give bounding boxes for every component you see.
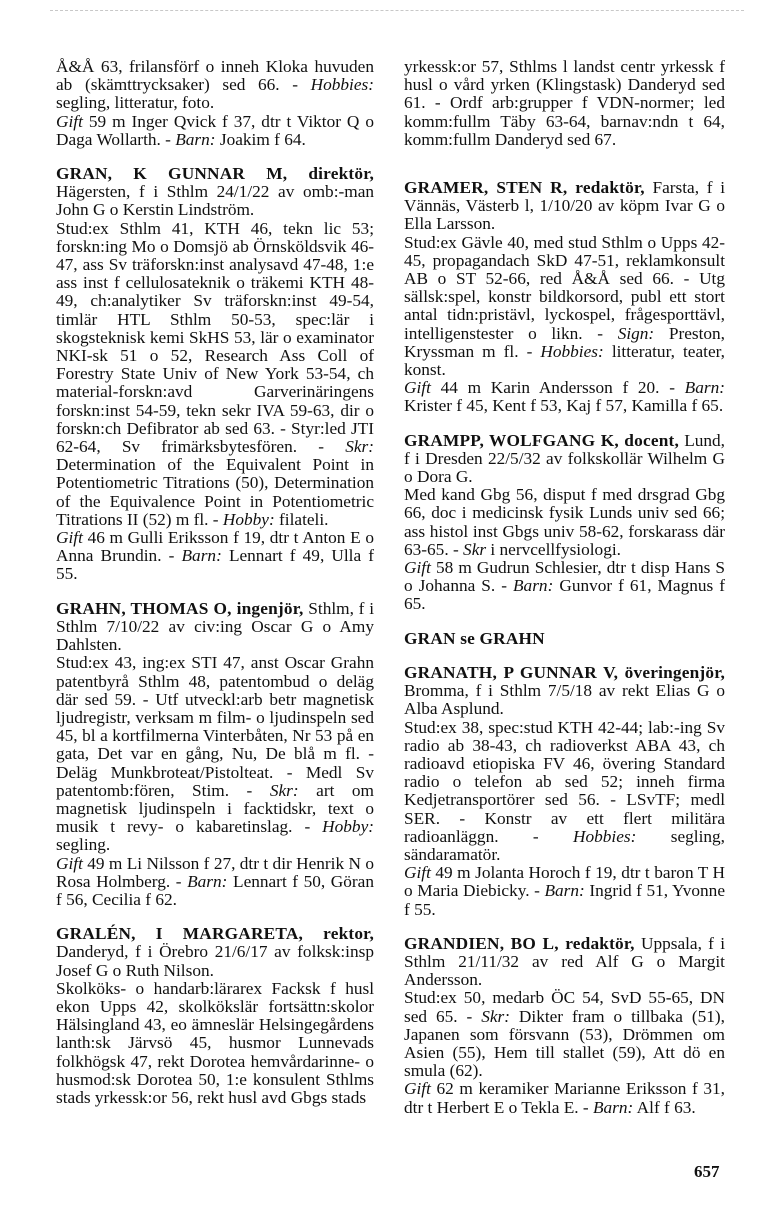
page-top-rule [50,10,744,11]
entry-text: segling. [56,835,111,855]
entry-intro: Lund, f i Dresden 22/5/32 av folkskollär Wilhelm G o Dora G. [404,430,725,487]
entry-text: yrkessk:or 57, Sthlms l landst centr yrkessk f husl o vård yrken (Klingstask) Danderyd sed 61. - Ordf arb:grupper f VDN-normer; led komm:fullm Täby 63-64, barnav:ndn t 64, komm:fullm Danderyd sed 67. [404,57,725,149]
entry-text: Stud:ex 38, spec:stud KTH 42-44; lab:-ing Sv radio ab 38-43, ch radioverkst ABA 43, ch radioavd etiopiska FV 46, övering Standard radio o telefon ab sed 52; inneh firma Kedjetransportörer sed 56. - LSvTF; medl SER. - Konstr av ett flert militära radioanläggn. - [404,717,725,846]
entry-intro: Hägersten, f i Sthlm 24/1/22 av omb:-man John G o Kerstin Lindström. [56,182,374,220]
entry-text: segling, sändaramatör. [404,826,725,864]
entry-intro: Bromma, f i Sthlm 7/5/18 av rekt Elias G o Alba Asplund. [404,681,725,719]
hobbies-label: Hobbies: [540,341,604,361]
entry-paragraph [56,529,374,584]
entry-text: Krister f 45, Kent f 53, Kaj f 57, Kamilla f 65. [404,396,724,416]
entry-text: Stud:ex Gävle 40, med stud Sthlm o Upps 42-45, propagandach SkD 47-51, reklamkonsult AB o ST 52-66, red Å&Å sed 66. - Utg sällsk:spel, konstr bildkorsord, publ ett stort antal tidn:pristävl, lyckospel, frågesporttävl, intelligenstester o likn. - [404,232,725,343]
gift-label: Gift [404,558,431,578]
entry-text: 46 m Gulli Eriksson f 19, dtr t Anton E o Anna Brundin. - [56,528,374,566]
entry-text: 44 m Karin Andersson f 20. - [430,378,685,398]
entry-heading: GRAN, K GUNNAR M, direktör, [56,164,374,184]
entry-paragraph [404,1080,725,1116]
entry-heading: GRAHN, THOMAS O, ingenjör, [56,598,304,618]
entry-text: Dikter fram o tillbaka (51), Japanen som försvann (53), Drömmen om Asien (55), Hem till stallet (59), Att dö en smula (62). [404,1006,725,1081]
entry-text: Lennart f 49, Ulla f 55. [56,546,374,584]
hobby-label: Hobby: [322,817,374,837]
hobbies-label: Hobbies: [573,826,637,846]
entry-paragraph [56,58,374,113]
entry-paragraph [404,379,725,415]
entry-intro: Uppsala, f i Sthlm 21/11/32 av red Alf G o Margit Andersson. [404,933,725,990]
gift-label: Gift [56,111,83,131]
entry-text: Preston, Kryssman m fl. - [404,323,725,361]
entry-gramer-sten [404,179,725,416]
entry-paragraph [56,980,374,1107]
entry-text: 62 m keramiker Marianne Eriksson f 31, dtr t Herbert E o Tekla E. - [404,1079,725,1117]
skr-label: Skr: [481,1006,510,1026]
entry-intro: Farsta, f i Vännäs, Västerb l, 1/10/20 av köpm Ivar G o Ella Larsson. [404,178,725,234]
entry-paragraph [56,165,374,220]
entry-continued-top-right [404,58,725,149]
sign-label: Sign: [617,323,655,343]
entry-paragraph [404,234,725,380]
entry-grahn-thomas [56,600,374,909]
hobby-label: Hobby: [222,509,275,529]
entry-text: Med kand Gbg 56, disput f med drsgrad Gbg 66, doc i medicinsk fysik Lunds univ sed 66; ass histol inst Gbgs univ 58-62, forskarass där 63-65. - [404,485,725,559]
entry-text: Skolköks- o handarb:lärarex Facksk f husl ekon Upps 42, skolkökslär fortsättn:skolor Hälsingland 43, eo ämneslär Helsingegårdens lanth:sk Järvsö 45, husmor Lunnevads folkhögsk 47, rekt Dorotea hemvårdarinne- o husmod:sk Dorotea 50, 1:e konsulent Sthlms stads yrkessk:or 56, rekt husl avd Gbgs stads [56,978,374,1107]
barn-label: Barn: [187,871,228,891]
entry-paragraph [404,58,725,149]
entry-heading: GRAMPP, WOLFGANG K, docent, [404,430,679,450]
cross-reference-heading: GRAN se GRAHN [404,628,545,648]
page-number: 657 [694,1162,720,1181]
entry-heading: GRANDIEN, BO L, redaktör, [404,933,635,953]
entry-text: 49 m Jolanta Horoch f 19, dtr t baron T H o Maria Diebicky. - [404,863,725,901]
entry-text: Joakim f 64. [215,129,306,149]
entry-paragraph [56,855,374,910]
entry-paragraph [404,864,725,919]
barn-label: Barn: [175,129,216,149]
barn-label: Barn: [684,378,725,398]
gift-label: Gift [404,1079,431,1099]
entry-paragraph [404,432,725,487]
entry-paragraph [404,989,725,1080]
skr-label: Skr: [269,780,299,800]
entry-paragraph [56,220,374,529]
skr-label: Skr [463,539,487,559]
entry-paragraph [404,630,725,648]
entry-intro: Sthlm, f i Sthlm 7/10/22 av civ:ing Oscar G o Amy Dahlsten. [56,598,374,655]
entry-text: 58 m Gudrun Schlesier, dtr t disp Hans S o Johanna S. - [404,558,725,596]
entry-heading: GRALÉN, I MARGARETA, rektor, [56,924,374,944]
entry-text: Alf f 63. [633,1097,696,1117]
gift-label: Gift [56,853,83,873]
gift-label: Gift [56,528,83,548]
entry-text: art om magnetisk ljudinspeln i facktidskr, text o musik t revy- o kabaretinslag. - [56,780,374,837]
entry-gralen-margareta [56,925,374,1107]
left-column [56,58,374,1107]
entry-paragraph [404,935,725,990]
entry-paragraph [56,600,374,655]
entry-text: segling, litteratur, foto. [56,93,215,113]
entry-text: i nervcellfysiologi. [486,539,621,559]
entry-paragraph [404,664,725,719]
entry-paragraph [404,486,725,559]
entry-paragraph [404,719,725,865]
gift-label: Gift [404,863,431,883]
entry-paragraph [404,559,725,614]
entry-text: Stud:ex Sthlm 41, KTH 46, tekn lic 53; forskn:ing Mo o Domsjö ab Örnsköldsvik 46-47, ass Sv träforskn:inst analysavd 47-48, 1:e ass inst f cellulosateknik o träkemi KTH 48-49, ch:analytiker Sv träforskn:inst 49-54, timlär HTL Sthlm 50-53, spec:lär i skogsteknisk kemi SkHS 53, lär o examinator NKI-sk 51 o 52, Research Ass Coll of Forestry State Univ of New York 53-54, ch material-forskn:avd Garverinäringens forskn:inst 54-59, tekn sekr IVA 59-63, dir o forskn:ch Defibrator ab sed 63. - Styr:led JTI 62-64, Sv frimärksbytesfören. - [56,218,374,457]
entry-text: Å&Å 63, frilansförf o inneh Kloka huvuden ab (skämttrycksaker) sed 66. - [56,57,374,95]
entry-text: Determination of the Equivalent Point in Potentiometric Titrations (50), Determination of the Equivalence Point in Potentiometric Titrations II (52) m fl. - [56,455,374,529]
entry-paragraph [56,113,374,149]
entry-grandien-bo [404,935,725,1117]
right-column [404,58,725,1117]
barn-label: Barn: [592,1097,634,1117]
entry-granath-gunnar [404,664,725,919]
entry-text: Stud:ex 50, medarb ÖC 54, SvD 55-65, DN sed 65. - [404,988,725,1026]
entry-text: 49 m Li Nilsson f 27, dtr t dir Henrik N o Rosa Holmberg. - [56,853,374,891]
barn-label: Barn: [513,576,554,596]
entry-text: litteratur, teater, konst. [404,341,726,380]
entry-paragraph [56,925,374,980]
barn-label: Barn: [544,881,585,901]
entry-text: Gunvor f 61, Magnus f 65. [404,576,725,614]
entry-heading: GRANATH, P GUNNAR V, överingenjör, [404,662,725,682]
barn-label: Barn: [181,546,222,566]
entry-text: Ingrid f 51, Yvonne f 55. [404,881,725,919]
entry-paragraph [404,179,725,234]
entry-gran-k-gunnar [56,165,374,584]
entry-paragraph [56,654,374,854]
entry-text: Lennart f 50, Göran f 56, Cecilia f 62. [56,871,374,909]
entry-heading: GRAMER, STEN R, redaktör, [404,178,645,198]
entry-continued-top-left [56,58,374,149]
entry-grampp-wolfgang [404,432,725,614]
gift-label: Gift [404,378,431,398]
entry-text: Stud:ex 43, ing:ex STI 47, anst Oscar Grahn patentbyrå Sthlm 48, patentombud o deläg där sed 59. - Utf utveckl:arb betr magnetisk ljudregistr, verksam m film- o ljudinspeln sed 45, bl a kortfilmerna Vinterbåten, Nr 53 på en gata, Det var en gång, Nu, De blå m fl. - Deläg Munkbroteat/Pistolteat. - Medl Sv patentomb:fören, Stim. - [56,653,374,800]
hobbies-label: Hobbies: [310,75,374,95]
skr-label: Skr: [345,437,374,457]
entry-intro: Danderyd, f i Örebro 21/6/17 av folksk:insp Josef G o Ruth Nilson. [56,942,374,980]
entry-gran-se-grahn [404,630,725,648]
entry-text: filateli. [274,509,329,529]
entry-text: 59 m Inger Qvick f 37, dtr t Viktor Q o Daga Wollarth. - [56,111,374,149]
